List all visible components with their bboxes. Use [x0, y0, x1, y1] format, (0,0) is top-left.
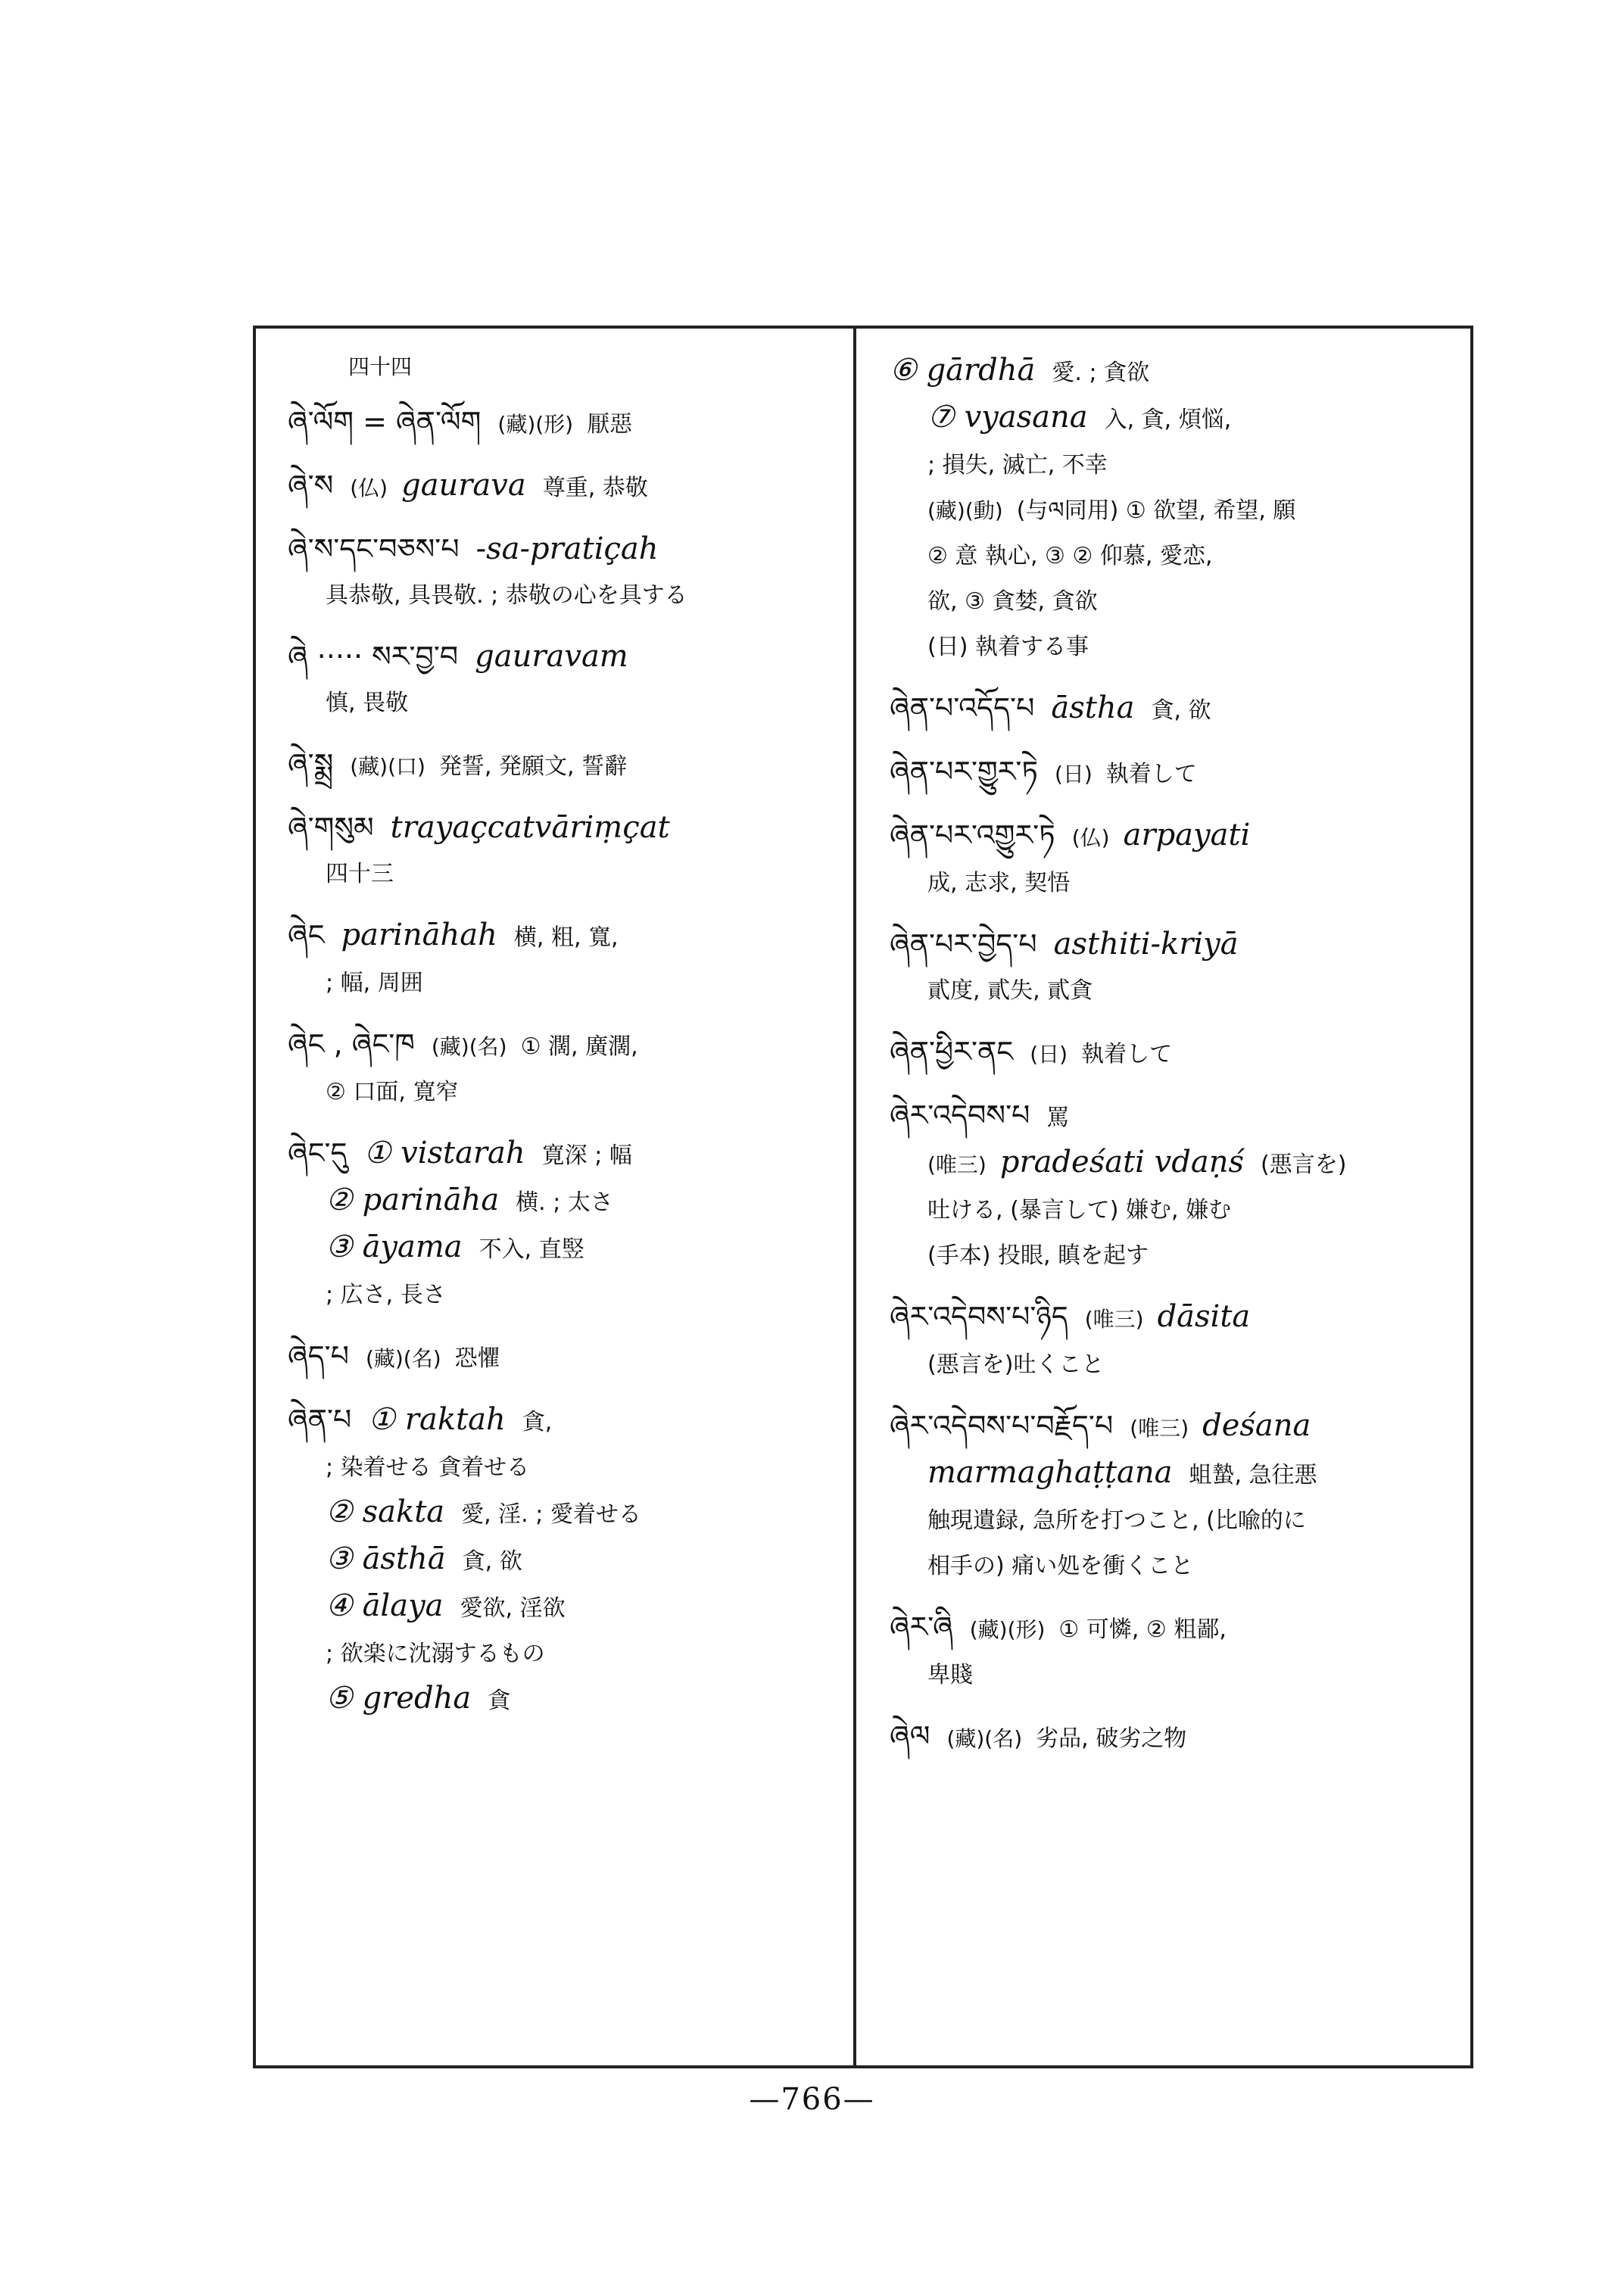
japanese-gloss: 執着して: [1081, 1041, 1173, 1068]
entry-line: [890, 968, 1465, 1013]
japanese-gloss: ; 染着せる 貪着せる: [326, 1454, 530, 1481]
sanskrit-term: pradeśati vdaṇś: [999, 1145, 1245, 1180]
grammar-abbreviation: (藏)(名): [365, 1346, 441, 1371]
tibetan-headword: ཞེན་ཕྱིར་ནང: [890, 1035, 1014, 1068]
entry-headline: [890, 1295, 1465, 1342]
dictionary-entry: [288, 1334, 840, 1381]
entry-line: [288, 1537, 840, 1584]
japanese-gloss: (手本) 投眼, 瞋を起す: [927, 1242, 1149, 1269]
japanese-gloss: 成, 志求, 契悟: [927, 870, 1071, 896]
entry-headline: [890, 686, 1465, 733]
dictionary-entry: [288, 400, 840, 447]
japanese-gloss: 不入, 直竪: [478, 1236, 584, 1263]
dictionary-entry: [288, 742, 840, 789]
japanese-gloss: 劣品, 破劣之物: [1036, 1725, 1187, 1752]
japanese-gloss: ② 口面, 寛窄: [326, 1079, 459, 1105]
grammar-abbreviation: (仏): [1071, 825, 1110, 850]
entry-headline: [288, 634, 840, 680]
japanese-gloss: 吐ける, (暴言して) 嫌む, 嫌む: [927, 1197, 1232, 1223]
column-divider: [853, 326, 856, 2068]
left-entries: [288, 400, 840, 1723]
dictionary-entry: [890, 1714, 1465, 1761]
entry-line: [288, 960, 840, 1005]
japanese-gloss: ; 広さ, 長さ: [326, 1282, 446, 1308]
entry-headline: [890, 1093, 1465, 1140]
entry-headline: [890, 348, 1465, 395]
dictionary-entry: [890, 1030, 1465, 1077]
entry-line: [288, 572, 840, 618]
japanese-gloss: (悪言を): [1261, 1152, 1347, 1178]
grammar-abbreviation: (藏)(動): [927, 498, 1003, 523]
japanese-gloss: 入, 貪, 煩悩,: [1104, 407, 1232, 433]
entry-line: [890, 1187, 1465, 1233]
entry-line: [890, 533, 1465, 578]
tibetan-headword: ཞེན་པ: [288, 1403, 352, 1436]
tibetan-headword: ཞེ་ས: [288, 469, 334, 502]
japanese-gloss: (日) 執着する事: [927, 634, 1089, 660]
grammar-abbreviation: (唯三): [1130, 1416, 1189, 1441]
right-column: [890, 348, 1465, 1778]
dictionary-entry: [288, 1398, 840, 1723]
grammar-abbreviation: (唯三): [927, 1152, 987, 1177]
sanskrit-term: ① vistarah: [363, 1136, 525, 1170]
tibetan-headword: ཞེལ: [890, 1719, 930, 1753]
tibetan-headword: ཞེ་ས་དང་བཅས་པ: [288, 532, 460, 566]
entry-headline: [890, 1714, 1465, 1761]
japanese-gloss: 横. ; 太さ: [516, 1189, 613, 1216]
japanese-gloss: 相手の) 痛い処を衝くこと: [927, 1553, 1194, 1579]
section-header: 四十四: [348, 354, 413, 379]
sanskrit-term: trayaçcatvāriṃçat: [390, 810, 670, 845]
japanese-gloss: 貳度, 貳失, 貳貪: [927, 977, 1093, 1004]
entry-line: [890, 1543, 1465, 1588]
sanskrit-term: parināhah: [341, 918, 497, 952]
tibetan-headword: ཞེར་འདེབས་པ་ཉིད: [890, 1300, 1068, 1333]
japanese-gloss: ; 損失, 滅亡, 不幸: [927, 452, 1108, 478]
tibetan-headword: ཞེད་པ: [288, 1339, 349, 1373]
dictionary-entry: [890, 1295, 1465, 1387]
entry-headline: [288, 1398, 840, 1445]
sanskrit-term: ② sakta: [326, 1495, 445, 1529]
entry-line: [288, 851, 840, 896]
tibetan-headword: ཞེར་འདེབས་པ: [890, 1099, 1030, 1132]
tibetan-headword: ཞེ་གསུམ: [288, 811, 374, 844]
entry-headline: [288, 527, 840, 572]
dictionary-entry: [288, 634, 840, 725]
sanskrit-term: āstha: [1051, 690, 1135, 725]
grammar-abbreviation: (藏)(口): [350, 754, 425, 779]
entry-line: [890, 1233, 1465, 1278]
tibetan-headword: ཞེང , ཞེང་ཁ: [288, 1027, 415, 1061]
grammar-abbreviation: (唯三): [1084, 1307, 1144, 1332]
tibetan-headword: ཞེ་ལོག = ཞེན་ལོག: [288, 405, 482, 438]
tibetan-headword: ཞེར་ཞི: [890, 1610, 953, 1644]
sanskrit-term: ③ āsthā: [326, 1541, 446, 1576]
japanese-gloss: ① 可憐, ② 粗鄙,: [1058, 1616, 1227, 1643]
entry-line: [288, 680, 840, 725]
dictionary-entry: [890, 813, 1465, 905]
entry-line: [890, 1140, 1465, 1187]
grammar-abbreviation: (日): [1054, 762, 1093, 787]
dictionary-entry: [288, 1022, 840, 1114]
entry-headline: [288, 806, 840, 851]
sanskrit-term: ② parināha: [326, 1183, 500, 1217]
sanskrit-term: ⑥ gārdhā: [890, 353, 1036, 388]
japanese-gloss: 触現遺録, 急所を打つこと, (比喩的に: [927, 1507, 1306, 1534]
japanese-gloss: 欲, ③ 貪婪, 貪欲: [927, 588, 1098, 615]
japanese-gloss: 貪, 欲: [462, 1548, 522, 1575]
entry-line: [890, 442, 1465, 488]
sanskrit-term: marmaghaṭṭana: [927, 1455, 1173, 1490]
entry-line: [890, 578, 1465, 624]
entry-line: [288, 1676, 840, 1723]
entry-headline: [288, 400, 840, 447]
dictionary-entry: [890, 1093, 1465, 1278]
dictionary-entry: [890, 348, 1465, 669]
japanese-gloss: 貪, 欲: [1151, 697, 1211, 724]
dictionary-entry: [890, 750, 1465, 796]
tibetan-headword: ཞེན་པ་འདོད་པ: [890, 691, 1035, 725]
sanskrit-term: ① raktah: [368, 1402, 506, 1437]
dictionary-entry: [890, 1404, 1465, 1588]
japanese-gloss: 愛, 淫. ; 愛着せる: [461, 1501, 641, 1528]
japanese-gloss: ① 濶, 廣濶,: [520, 1033, 638, 1060]
entry-headline: [288, 742, 840, 789]
entry-line: [288, 1225, 840, 1272]
grammar-abbreviation: (藏)(形): [497, 412, 574, 437]
japanese-gloss: 卑賤: [927, 1662, 973, 1688]
dictionary-entry: [288, 913, 840, 1005]
entry-line: [288, 1584, 840, 1631]
japanese-gloss: 尊重, 恭敬: [542, 475, 648, 501]
entry-headline: [890, 1404, 1465, 1451]
grammar-abbreviation: (日): [1030, 1042, 1068, 1067]
entry-headline: [288, 463, 840, 510]
entry-line: [288, 1272, 840, 1317]
entry-line: [288, 1490, 840, 1537]
sanskrit-term: ③ āyama: [326, 1230, 463, 1264]
sanskrit-term: ⑦ vyasana: [927, 400, 1088, 435]
japanese-gloss: ② 意 執心, ③ ② 仰慕, 愛恋,: [927, 543, 1213, 569]
entry-line: [890, 624, 1465, 669]
entry-headline: [890, 1605, 1465, 1652]
sanskrit-term: gauravam: [475, 639, 628, 674]
dictionary-entry: [288, 463, 840, 510]
sanskrit-term: gaurava: [401, 468, 526, 503]
entry-line: [890, 1498, 1465, 1543]
grammar-abbreviation: (仏): [350, 475, 388, 500]
japanese-gloss: 貪,: [522, 1409, 553, 1435]
tibetan-headword: ཞེན་པར་གྱུར་ཏེ: [890, 755, 1038, 788]
entry-headline: [890, 813, 1465, 860]
left-column: [288, 348, 840, 1740]
japanese-gloss: ; 幅, 周囲: [326, 970, 423, 996]
sanskrit-term: ④ ālaya: [326, 1588, 444, 1623]
dictionary-entry: [288, 806, 840, 896]
entry-headline: [288, 913, 840, 960]
sanskrit-term: deśana: [1202, 1408, 1311, 1443]
entry-headline: [288, 1334, 840, 1381]
japanese-gloss: 厭惡: [587, 411, 633, 438]
japanese-gloss: 愛. ; 貪欲: [1052, 360, 1150, 386]
tibetan-headword: ཞེར་འདེབས་པ་བརྗོད་པ: [890, 1409, 1114, 1442]
tibetan-headword: ཞེ་སྨྲ: [288, 747, 334, 781]
entry-line: [890, 488, 1465, 533]
japanese-gloss: 四十三: [326, 861, 394, 887]
japanese-gloss: 愛欲, 淫欲: [460, 1595, 566, 1622]
sanskrit-term: dāsita: [1157, 1299, 1251, 1334]
tibetan-headword: ཞེ ····· སར་བྱ་བ: [288, 640, 459, 673]
dictionary-entry: [288, 527, 840, 618]
tibetan-headword: ཞེང་དུ: [288, 1136, 348, 1170]
entry-line: [890, 1451, 1465, 1498]
japanese-gloss: ; 欲楽に沈溺するもの: [326, 1641, 545, 1667]
entry-line: [288, 1631, 840, 1676]
entry-line: [890, 1342, 1465, 1387]
entry-line: [890, 1652, 1465, 1697]
entry-line: [288, 1445, 840, 1490]
dictionary-entry: [890, 922, 1465, 1013]
tibetan-headword: ཞེན་པར་འགྱུར་ཏེ: [890, 818, 1055, 852]
grammar-abbreviation: (藏)(名): [431, 1034, 507, 1059]
grammar-abbreviation: (藏)(名): [946, 1726, 1023, 1751]
japanese-gloss: 蛆蟄, 急往悪: [1189, 1462, 1317, 1488]
tibetan-headword: ཞེང: [288, 918, 325, 952]
dictionary-entry: [890, 1605, 1465, 1697]
japanese-gloss: 罵: [1046, 1105, 1070, 1131]
japanese-gloss: (与ལ同用) ① 欲望, 希望, 願: [1016, 497, 1296, 524]
sanskrit-term: ⑤ gredha: [326, 1681, 472, 1716]
japanese-gloss: 恐懼: [454, 1345, 500, 1372]
entry-headline: [890, 922, 1465, 968]
right-entries: [890, 348, 1465, 1761]
japanese-gloss: 執着して: [1105, 761, 1197, 787]
japanese-gloss: 寛深 ; 幅: [541, 1142, 632, 1169]
entry-line: [288, 1069, 840, 1114]
japanese-gloss: 横, 粗, 寬,: [513, 924, 619, 951]
entry-line: [288, 1178, 840, 1225]
japanese-gloss: 貪: [488, 1688, 511, 1714]
sanskrit-term: asthiti-kriyā: [1053, 927, 1239, 962]
sanskrit-term: arpayati: [1123, 818, 1251, 852]
entry-headline: [890, 1030, 1465, 1077]
page-number: —766—: [749, 2082, 875, 2117]
entry-headline: [890, 750, 1465, 796]
japanese-gloss: (悪言を)吐くこと: [927, 1351, 1105, 1378]
dictionary-entry: [288, 1131, 840, 1317]
tibetan-headword: ཞེན་པར་བྱེད་པ: [890, 927, 1037, 961]
grammar-abbreviation: (藏)(形): [969, 1617, 1046, 1642]
entry-line: [890, 860, 1465, 905]
dictionary-entry: [890, 686, 1465, 733]
entry-headline: [288, 1022, 840, 1069]
sanskrit-term: -sa-pratiçah: [475, 531, 659, 566]
japanese-gloss: 発誓, 発願文, 誓辭: [438, 753, 628, 780]
entry-headline: [288, 1131, 840, 1178]
japanese-gloss: 慎, 畏敬: [326, 690, 409, 716]
japanese-gloss: 具恭敬, 具畏敬. ; 恭敬の心を具する: [326, 582, 687, 609]
entry-line: [890, 395, 1465, 442]
